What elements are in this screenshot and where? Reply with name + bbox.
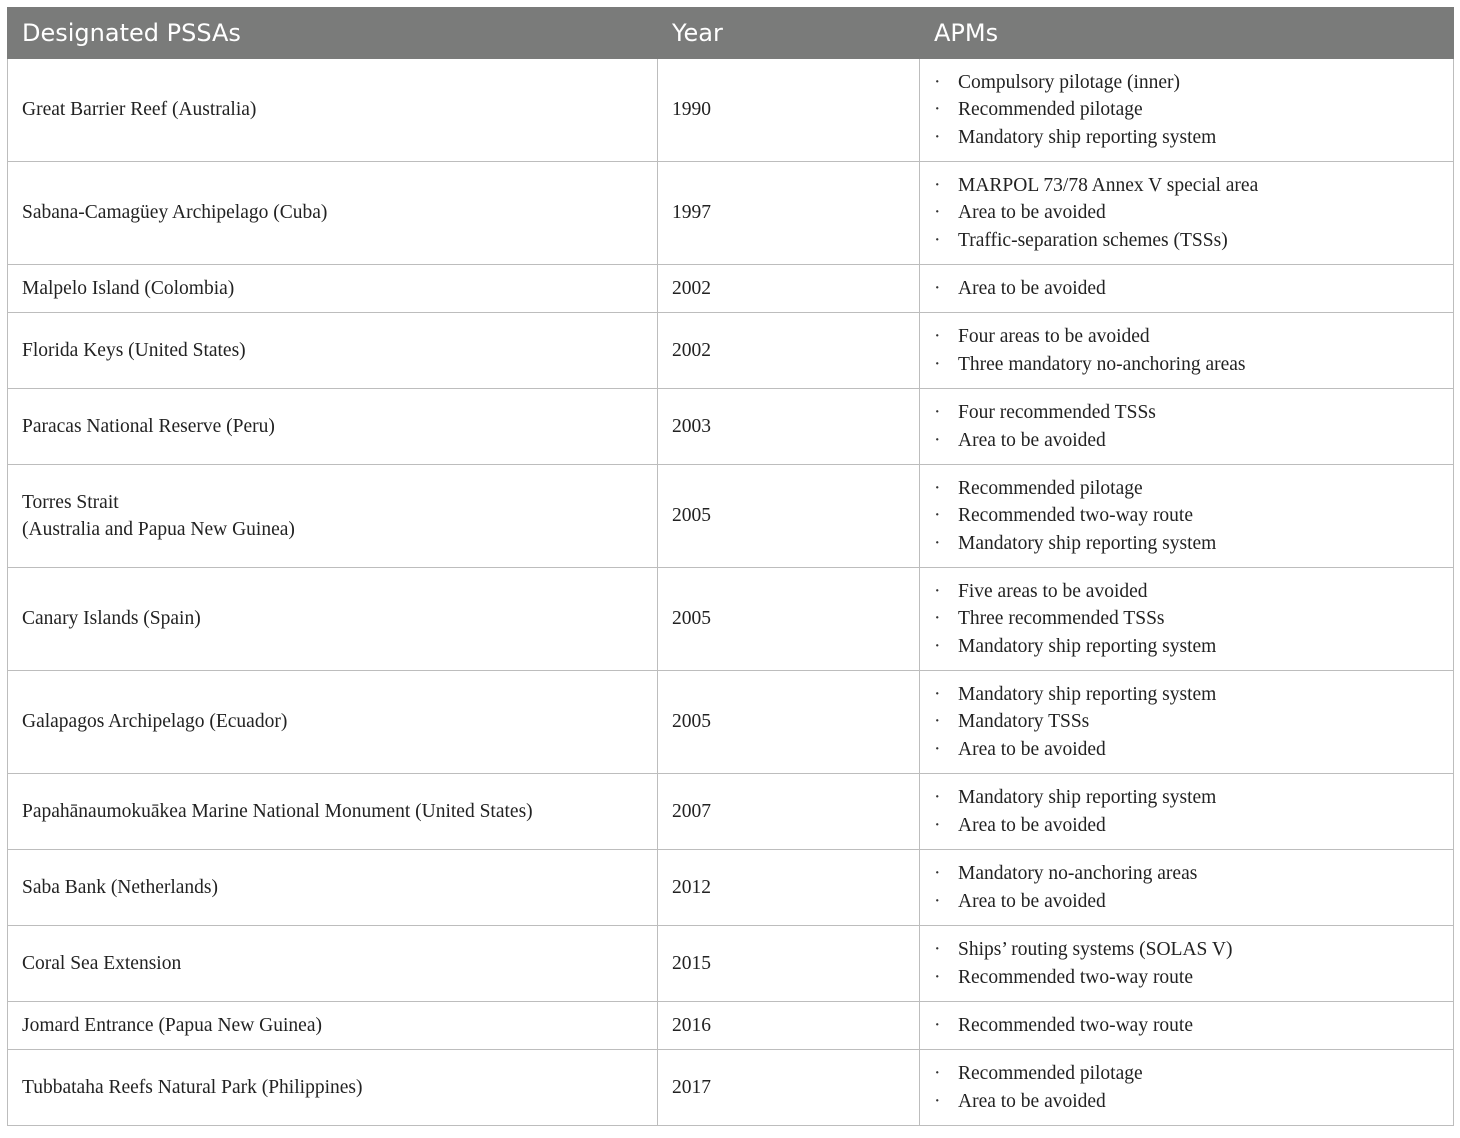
- apm-text: Traffic-separation schemes (TSSs): [958, 229, 1228, 251]
- pssa-name-cell: [8, 671, 658, 774]
- apm-item: [934, 578, 1453, 606]
- table-row: [8, 774, 1454, 850]
- pssa-name-cell: [8, 162, 658, 265]
- apms-cell: [920, 313, 1454, 389]
- apms-cell: [920, 1002, 1454, 1050]
- bullet-icon: ·: [934, 814, 941, 836]
- bullet-icon: ·: [934, 71, 941, 93]
- pssa-name-line: Torres Strait: [22, 491, 119, 513]
- year-cell: 1997: [658, 162, 920, 265]
- apms-cell: [920, 465, 1454, 568]
- pssa-name-line: Papahānaumokuākea Marine National Monument (United States): [22, 800, 533, 822]
- bullet-icon: ·: [934, 353, 941, 375]
- table-row: [8, 59, 1454, 162]
- apm-text: Compulsory pilotage (inner): [958, 71, 1181, 93]
- apm-text: Mandatory ship reporting system: [958, 787, 1217, 808]
- bullet-icon: ·: [934, 174, 941, 196]
- year-cell: 2015: [658, 926, 920, 1002]
- apm-text: Recommended two-way route: [958, 1014, 1194, 1036]
- apm-item: [934, 124, 1453, 152]
- pssa-name-cell: [8, 1050, 658, 1126]
- pssa-name-cell: [8, 389, 658, 465]
- pssa-name-line: Great Barrier Reef (Australia): [22, 99, 257, 121]
- year-cell: 2016: [658, 1002, 920, 1050]
- year-cell: 2002: [658, 265, 920, 313]
- apm-text: Area to be avoided: [958, 1090, 1106, 1112]
- pssa-name-line: Galapagos Archipelago (Ecuador): [22, 711, 288, 733]
- apm-item: [934, 860, 1453, 888]
- apm-text: Mandatory ship reporting system: [958, 635, 1217, 657]
- apm-item: [934, 96, 1453, 124]
- bullet-icon: ·: [934, 229, 941, 251]
- table-row: [8, 850, 1454, 926]
- pssa-name-cell: [8, 850, 658, 926]
- apm-text: Five areas to be avoided: [958, 580, 1148, 602]
- bullet-icon: ·: [934, 738, 941, 760]
- pssa-name-cell: [8, 313, 658, 389]
- apms-cell: [920, 850, 1454, 926]
- apm-item: [934, 605, 1453, 633]
- apm-text: Three recommended TSSs: [958, 608, 1165, 630]
- apm-list: [934, 578, 1453, 661]
- apms-cell: [920, 1050, 1454, 1126]
- year-cell: 2003: [658, 389, 920, 465]
- table-row: [8, 671, 1454, 774]
- bullet-icon: ·: [934, 608, 941, 630]
- apm-item: [934, 199, 1453, 227]
- apm-text: Recommended pilotage: [958, 99, 1143, 121]
- apm-item: [934, 888, 1453, 916]
- pssa-name-cell: [8, 265, 658, 313]
- pssa-name-line: Florida Keys (United States): [22, 339, 246, 361]
- table-row: [8, 465, 1454, 568]
- bullet-icon: ·: [934, 939, 941, 960]
- year-cell: 2007: [658, 774, 920, 850]
- pssa-name-line: Sabana-Camagüey Archipelago (Cuba): [22, 202, 328, 224]
- apm-text: Mandatory TSSs: [958, 711, 1090, 733]
- apms-cell: [920, 389, 1454, 465]
- apm-text: Mandatory ship reporting system: [958, 126, 1217, 148]
- apm-list: [934, 860, 1453, 915]
- apm-item: [934, 351, 1453, 379]
- bullet-icon: ·: [934, 532, 941, 554]
- bullet-icon: ·: [934, 580, 941, 602]
- bullet-icon: ·: [934, 326, 941, 347]
- table-row: [8, 389, 1454, 465]
- bullet-icon: ·: [934, 505, 941, 527]
- apm-list: [934, 69, 1453, 152]
- apm-item: [934, 399, 1453, 427]
- apms-cell: [920, 162, 1454, 265]
- bullet-icon: ·: [934, 966, 941, 988]
- apm-text: Area to be avoided: [958, 890, 1106, 912]
- apm-list: [934, 275, 1453, 303]
- year-cell: 2005: [658, 671, 920, 774]
- bullet-icon: ·: [934, 202, 941, 224]
- apm-text: Ships’ routing systems (SOLAS V): [958, 939, 1233, 960]
- year-cell: 2012: [658, 850, 920, 926]
- table-row: [8, 1002, 1454, 1050]
- bullet-icon: ·: [934, 1090, 941, 1112]
- apms-cell: [920, 265, 1454, 313]
- apm-list: [934, 323, 1453, 378]
- bullet-icon: ·: [934, 787, 941, 808]
- apm-text: Recommended two-way route: [958, 966, 1194, 988]
- apm-item: [934, 964, 1453, 992]
- pssa-name-line: Saba Bank (Netherlands): [22, 876, 219, 898]
- apm-text: Area to be avoided: [958, 429, 1106, 451]
- pssa-name-line: Paracas National Reserve (Peru): [22, 415, 275, 437]
- table-body: [8, 59, 1454, 1126]
- bullet-icon: ·: [934, 99, 941, 121]
- table-row: [8, 313, 1454, 389]
- apms-cell: [920, 568, 1454, 671]
- apm-item: [934, 1088, 1453, 1116]
- pssa-name-cell: [8, 1002, 658, 1050]
- apm-text: Mandatory ship reporting system: [958, 532, 1217, 554]
- pssa-name-cell: [8, 59, 658, 162]
- bullet-icon: ·: [934, 1063, 941, 1084]
- header-year: Year: [658, 8, 920, 59]
- bullet-icon: ·: [934, 1014, 941, 1036]
- pssa-name-line: Malpelo Island (Colombia): [22, 277, 235, 299]
- apm-text: Four recommended TSSs: [958, 402, 1156, 423]
- bullet-icon: ·: [934, 711, 941, 733]
- table-row: [8, 926, 1454, 1002]
- apm-item: [934, 1012, 1453, 1040]
- apm-text: Area to be avoided: [958, 277, 1106, 299]
- apm-item: [934, 1060, 1453, 1088]
- apm-item: [934, 475, 1453, 503]
- table-header: [8, 8, 1454, 59]
- header-apms: APMs: [920, 8, 1454, 59]
- apm-text: Area to be avoided: [958, 814, 1106, 836]
- header-designated-pssas: Designated PSSAs: [8, 8, 658, 59]
- year-cell: 2005: [658, 568, 920, 671]
- apm-text: Mandatory no-anchoring areas: [958, 863, 1198, 884]
- apms-cell: [920, 59, 1454, 162]
- year-cell: 2005: [658, 465, 920, 568]
- apm-list: [934, 399, 1453, 454]
- apm-list: [934, 1012, 1453, 1040]
- bullet-icon: ·: [934, 683, 941, 705]
- pssa-name-line: Coral Sea Extension: [22, 952, 182, 974]
- apms-cell: [920, 671, 1454, 774]
- apm-item: [934, 323, 1453, 351]
- apm-list: [934, 475, 1453, 558]
- apm-item: [934, 172, 1453, 200]
- pssa-name-cell: [8, 465, 658, 568]
- apm-text: Area to be avoided: [958, 202, 1106, 224]
- header-row: [8, 8, 1454, 59]
- apm-item: [934, 427, 1453, 455]
- bullet-icon: ·: [934, 402, 941, 423]
- apm-text: Four areas to be avoided: [958, 326, 1150, 347]
- apm-list: [934, 784, 1453, 839]
- apm-item: [934, 227, 1453, 255]
- table-row: [8, 1050, 1454, 1126]
- apm-item: [934, 530, 1453, 558]
- apm-item: [934, 708, 1453, 736]
- apm-text: Three mandatory no-anchoring areas: [958, 353, 1246, 375]
- apm-list: [934, 172, 1453, 255]
- apm-item: [934, 633, 1453, 661]
- year-cell: 1990: [658, 59, 920, 162]
- bullet-icon: ·: [934, 863, 941, 884]
- year-cell: 2017: [658, 1050, 920, 1126]
- table-row: [8, 568, 1454, 671]
- apm-text: Area to be avoided: [958, 738, 1106, 760]
- apms-cell: [920, 774, 1454, 850]
- apm-list: [934, 681, 1453, 764]
- bullet-icon: ·: [934, 890, 941, 912]
- apm-text: Mandatory ship reporting system: [958, 683, 1217, 705]
- apm-item: [934, 69, 1453, 97]
- table-row: [8, 265, 1454, 313]
- pssa-name-cell: [8, 926, 658, 1002]
- apm-item: [934, 936, 1453, 964]
- pssa-table: [7, 7, 1454, 1126]
- apm-item: [934, 275, 1453, 303]
- apm-list: [934, 1060, 1453, 1115]
- bullet-icon: ·: [934, 477, 941, 499]
- apms-cell: [920, 926, 1454, 1002]
- pssa-name-line: Jomard Entrance (Papua New Guinea): [22, 1014, 322, 1036]
- pssa-name-line: (Australia and Papua New Guinea): [22, 519, 295, 540]
- year-cell: 2002: [658, 313, 920, 389]
- pssa-name-cell: [8, 774, 658, 850]
- bullet-icon: ·: [934, 429, 941, 451]
- pssa-name-line: Tubbataha Reefs Natural Park (Philippines): [22, 1076, 363, 1098]
- apm-item: [934, 812, 1453, 840]
- apm-list: [934, 936, 1453, 991]
- bullet-icon: ·: [934, 277, 941, 299]
- apm-text: Recommended two-way route: [958, 505, 1194, 527]
- pssa-name-cell: [8, 568, 658, 671]
- apm-item: [934, 681, 1453, 709]
- apm-item: [934, 502, 1453, 530]
- apm-text: Recommended pilotage: [958, 1063, 1143, 1084]
- table-row: [8, 162, 1454, 265]
- apm-item: [934, 736, 1453, 764]
- bullet-icon: ·: [934, 635, 941, 657]
- pssa-name-line: Canary Islands (Spain): [22, 608, 201, 630]
- bullet-icon: ·: [934, 126, 941, 148]
- apm-text: Recommended pilotage: [958, 477, 1143, 499]
- apm-text: MARPOL 73/78 Annex V special area: [958, 174, 1259, 196]
- apm-item: [934, 784, 1453, 812]
